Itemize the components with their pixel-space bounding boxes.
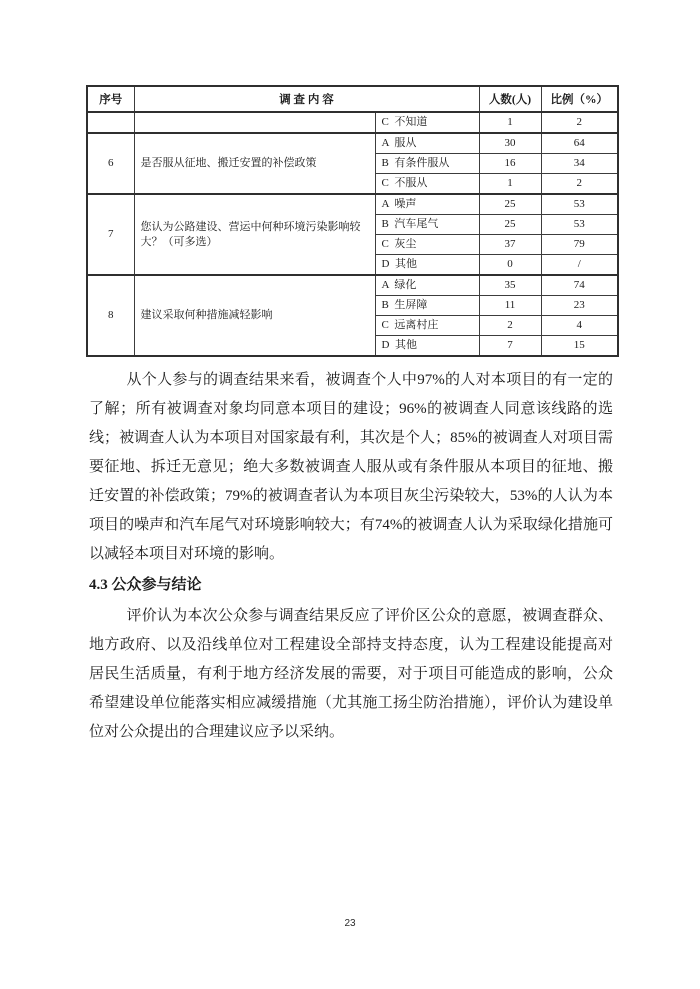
table-cell-ratio: 15 <box>541 336 618 357</box>
table-cell-ratio: 64 <box>541 133 618 154</box>
table-cell-ratio: 79 <box>541 235 618 255</box>
table-header-ratio: 比例（%） <box>541 86 618 112</box>
table-cell-count: 16 <box>479 154 541 174</box>
table-cell-option-label: B 生屏障 <box>375 296 479 316</box>
table-cell-ratio: 74 <box>541 275 618 296</box>
survey-results-table <box>86 85 619 357</box>
table-cell-question-no: 6 <box>87 133 134 194</box>
table-cell-count: 25 <box>479 215 541 235</box>
table-cell-ratio: 53 <box>541 215 618 235</box>
table-cell-option-label: C 远离村庄 <box>375 316 479 336</box>
table-cell-option-label: C 不知道 <box>375 112 479 133</box>
table-cell-question-no <box>87 112 134 133</box>
table-cell-option-label: C 不服从 <box>375 174 479 195</box>
table-cell-count: 25 <box>479 194 541 215</box>
body-text-block <box>89 366 613 747</box>
table-row <box>87 112 618 133</box>
table-cell-count: 0 <box>479 255 541 276</box>
table-cell-count: 2 <box>479 316 541 336</box>
table-cell-option-label: A 绿化 <box>375 275 479 296</box>
table-header-count: 人数(人) <box>479 86 541 112</box>
table-header-no: 序号 <box>87 86 134 112</box>
table-cell-option-label: B 有条件服从 <box>375 154 479 174</box>
table-cell-option-label: C 灰尘 <box>375 235 479 255</box>
table-header-content: 调 查 内 容 <box>134 86 479 112</box>
table-cell-option-label: A 服从 <box>375 133 479 154</box>
table-cell-count: 35 <box>479 275 541 296</box>
table-row <box>87 133 618 154</box>
table-cell-count: 37 <box>479 235 541 255</box>
table-cell-question: 建议采取何种措施减轻影响 <box>134 275 375 356</box>
table-cell-count: 30 <box>479 133 541 154</box>
table-cell-count: 1 <box>479 174 541 195</box>
page-number: 23 <box>344 918 356 929</box>
survey-table-container <box>86 85 619 357</box>
table-cell-ratio: 2 <box>541 174 618 195</box>
table-cell-option-label: A 噪声 <box>375 194 479 215</box>
table-row <box>87 194 618 215</box>
table-cell-ratio: 2 <box>541 112 618 133</box>
table-cell-option-label: B 汽车尾气 <box>375 215 479 235</box>
table-cell-ratio: 53 <box>541 194 618 215</box>
table-cell-question-no: 7 <box>87 194 134 275</box>
table-cell-option-label: D 其他 <box>375 255 479 276</box>
table-cell-question <box>134 112 375 133</box>
table-cell-count: 1 <box>479 112 541 133</box>
table-cell-question: 是否服从征地、搬迁安置的补偿政策 <box>134 133 375 194</box>
table-cell-ratio: / <box>541 255 618 276</box>
table-cell-ratio: 34 <box>541 154 618 174</box>
section-heading-4-3: 4.3 公众参与结论 <box>89 577 202 593</box>
paragraph-conclusion: 评价认为本次公众参与调查结果反应了评价区公众的意愿，被调查群众、地方政府、以及沿线单位对工程建设全部持支持态度，认为工程建设能提高对居民生活质量，有利于地方经济发展的需要，对于项目可能造成的影响，公众希望建设单位能落实相应减缓措施（尤其施工扬尘防治措施），评价认为建设单位对公众提出的合理建议应予以采纳。 <box>89 608 613 740</box>
table-header-row <box>87 86 618 112</box>
table-cell-ratio: 23 <box>541 296 618 316</box>
paragraph-survey-summary: 从个人参与的调查结果来看，被调查个人中97%的人对本项目的有一定的了解；所有被调查对象均同意本项目的建设；96%的被调查人同意该线路的选线；被调查人认为本项目对国家最有利，其次是个人；85%的被调查人对项目需要征地、拆迁无意见；绝大多数被调查人服从或有条件服从本项目的征地、搬迁安置的补偿政策；79%的被调查者认为本项目灰尘污染较大，53%的人认为本项目的噪声和汽车尾气对环境影响较大；有74%的被调查人认为采取绿化措施可以减轻本项目对环境的影响。 <box>89 372 613 562</box>
table-cell-option-label: D 其他 <box>375 336 479 357</box>
table-cell-ratio: 4 <box>541 316 618 336</box>
table-cell-count: 7 <box>479 336 541 357</box>
table-row <box>87 275 618 296</box>
table-cell-question: 您认为公路建设、营运中何种环境污染影响较大？（可多选） <box>134 194 375 275</box>
table-cell-count: 11 <box>479 296 541 316</box>
table-cell-question-no: 8 <box>87 275 134 356</box>
